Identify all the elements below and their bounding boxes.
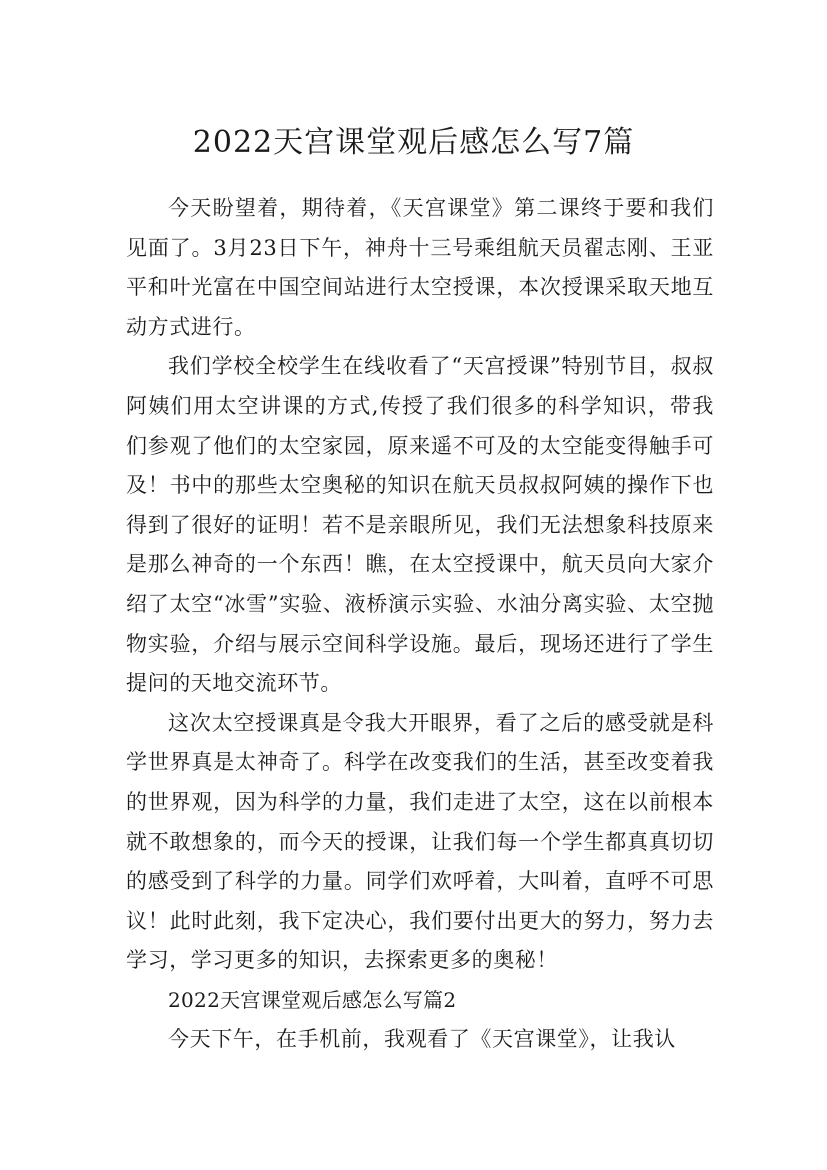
paragraph-2: 我们学校全校学生在线收看了“天宫授课”特别节目，叔叔阿姨们用太空讲课的方式,传授了我们很多的科学知识，带我们参观了他们的太空家园，原来遥不可及的太空能变得触手可及！书中的那些太空奥秘的知识在航天员叔叔阿姨的操作下也得到了很好的证明！若不是亲眼所见，我们无法想象科技原来是那么神奇的一个东西！瞧，在太空授课中，航天员向大家介绍了太空“冰雪”实验、液桥演示实验、水油分离实验、太空抛物实验，介绍与展示空间科学设施。最后，现场还进行了学生提问的天地交流环节。 <box>126 354 714 696</box>
section-2-heading: 2022天宫课堂观后感怎么写篇2 <box>168 987 457 1012</box>
section-2-paragraph: 今天下午，在手机前，我观看了《天宫课堂》，让我认 <box>168 1027 676 1052</box>
paragraph-1: 今天盼望着，期待着，《天宫课堂》第二课终于要和我们见面了。3月23日下午，神舟十三号乘组航天员翟志刚、王亚平和叶光富在中国空间站进行太空授课，本次授课采取天地互动方式进行。 <box>126 196 714 339</box>
document-body <box>126 189 714 1060</box>
paragraph-3: 这次太空授课真是令我大开眼界，看了之后的感受就是科学世界真是太神奇了。科学在改变我们的生活，甚至改变着我的世界观，因为科学的力量，我们走进了太空，这在以前根本就不敢想象的，而今天的授课，让我们每一个学生都真真切切的感受到了科学的力量。同学们欢呼着，大叫着，直呼不可思议！此时此刻，我下定决心，我们要付出更大的努力，努力去学习，学习更多的知识，去探索更多的奥秘！ <box>126 710 714 973</box>
document-title: 2022天宫课堂观后感怎么写7篇 <box>192 125 635 161</box>
